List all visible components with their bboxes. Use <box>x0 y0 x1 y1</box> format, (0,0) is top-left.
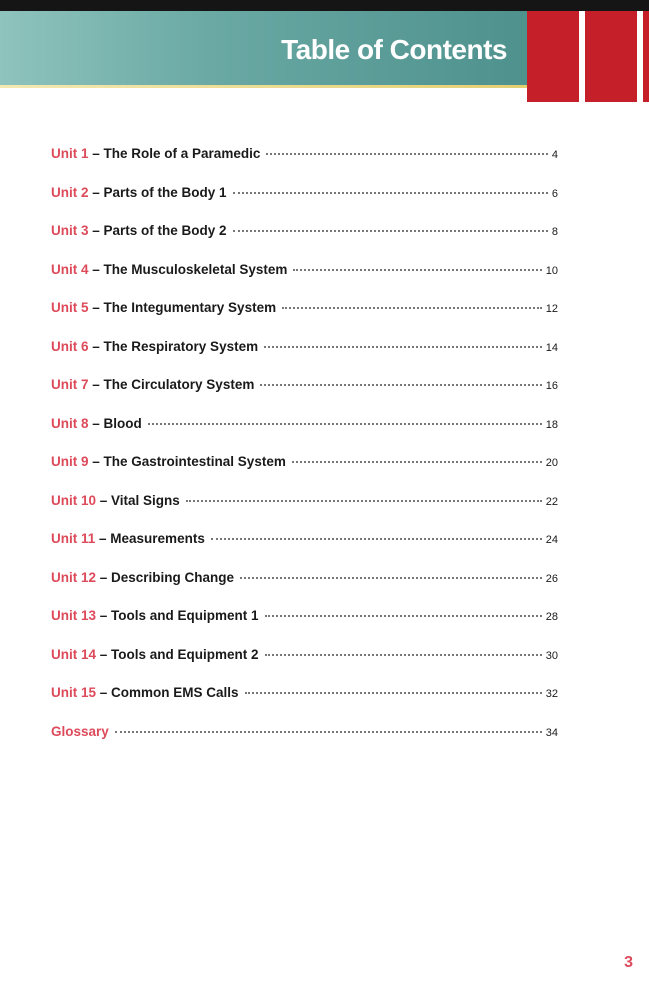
dot-leader <box>148 423 542 425</box>
page-number: 10 <box>545 264 558 277</box>
toc-entry[interactable] <box>51 647 558 686</box>
unit-label: Unit 2 <box>51 184 89 200</box>
page-number: 30 <box>545 649 558 662</box>
entry-title: Parts of the Body 2 <box>103 223 227 238</box>
unit-label: Unit 14 <box>51 646 97 662</box>
folio-page-number: 3 <box>624 954 633 971</box>
page-number: 18 <box>545 418 558 431</box>
unit-label: Unit 8 <box>51 415 89 431</box>
red-tab-block <box>527 11 579 102</box>
top-edge-strip <box>0 0 649 11</box>
dash-separator: – <box>96 685 112 700</box>
unit-label: Unit 7 <box>51 377 89 392</box>
entry-title: The Integumentary System <box>103 300 277 315</box>
dash-separator: – <box>95 531 111 546</box>
dot-leader <box>240 577 542 579</box>
unit-label: Unit 13 <box>51 608 97 623</box>
page-number: 28 <box>545 611 558 623</box>
entry-title: The Respiratory System <box>103 338 259 354</box>
page-number: 6 <box>551 187 558 200</box>
entry-title: The Gastrointestinal System <box>103 454 286 469</box>
entry-title: The Musculoskeletal System <box>103 261 288 277</box>
dash-separator: – <box>88 261 104 277</box>
toc-entry[interactable] <box>51 339 558 378</box>
table-of-contents <box>51 146 558 762</box>
dash-separator: – <box>96 646 112 662</box>
entry-title: Measurements <box>110 531 205 546</box>
toc-entry[interactable] <box>51 146 558 185</box>
dot-leader <box>292 461 542 463</box>
page-number: 14 <box>545 341 558 354</box>
dot-leader <box>260 384 541 386</box>
dash-separator: – <box>88 454 104 469</box>
dot-leader <box>245 692 542 694</box>
toc-entry[interactable] <box>51 493 558 532</box>
toc-entry[interactable] <box>51 300 558 339</box>
dash-separator: – <box>96 608 112 623</box>
entry-title: Common EMS Calls <box>111 685 239 700</box>
toc-entry-glossary[interactable] <box>51 724 558 763</box>
toc-entry[interactable] <box>51 223 558 262</box>
dash-separator: – <box>88 223 104 238</box>
page-number: 32 <box>545 688 558 700</box>
dot-leader <box>186 500 542 502</box>
entry-title: Describing Change <box>111 569 235 585</box>
unit-label: Unit 1 <box>51 146 89 161</box>
red-tab-block <box>643 11 649 102</box>
dot-leader <box>264 346 542 348</box>
unit-label: Unit 10 <box>51 492 97 508</box>
unit-label: Unit 11 <box>51 531 96 546</box>
unit-label: Unit 3 <box>51 223 89 238</box>
page-number: 22 <box>545 495 558 508</box>
entry-title: Blood <box>103 415 142 431</box>
toc-entry[interactable] <box>51 570 558 609</box>
entry-title: Vital Signs <box>111 492 180 508</box>
dot-leader <box>265 654 542 656</box>
toc-entry[interactable] <box>51 608 558 647</box>
unit-label: Unit 6 <box>51 338 89 354</box>
dash-separator: – <box>88 338 104 354</box>
glossary-label: Glossary <box>51 723 109 739</box>
page-title: Table of Contents <box>281 34 507 65</box>
unit-label: Unit 9 <box>51 454 89 469</box>
toc-entry[interactable] <box>51 262 558 301</box>
dot-leader <box>233 230 548 232</box>
entry-title: Tools and Equipment 2 <box>111 646 259 662</box>
dash-separator: – <box>88 184 104 200</box>
page-number: 20 <box>545 457 558 469</box>
toc-entry[interactable] <box>51 685 558 724</box>
entry-title: The Role of a Paramedic <box>103 146 261 161</box>
dash-separator: – <box>88 415 104 431</box>
dot-leader <box>211 538 542 540</box>
unit-label: Unit 4 <box>51 261 89 277</box>
dash-separator: – <box>88 377 104 392</box>
toc-entry[interactable] <box>51 416 558 455</box>
dot-leader <box>282 307 542 309</box>
toc-entry[interactable] <box>51 454 558 493</box>
page-number: 8 <box>551 226 558 238</box>
page-number: 34 <box>545 726 558 739</box>
page-number: 16 <box>545 380 558 392</box>
header-accent-line <box>0 85 527 88</box>
toc-entry[interactable] <box>51 531 558 570</box>
dash-separator: – <box>96 492 112 508</box>
entry-title: Parts of the Body 1 <box>103 184 227 200</box>
toc-entry[interactable] <box>51 377 558 416</box>
dot-leader <box>266 153 548 155</box>
toc-entry[interactable] <box>51 185 558 224</box>
unit-label: Unit 12 <box>51 569 97 585</box>
page-number: 4 <box>551 149 558 161</box>
dot-leader <box>115 731 542 733</box>
unit-label: Unit 15 <box>51 685 97 700</box>
dash-separator: – <box>88 300 104 315</box>
entry-title: Tools and Equipment 1 <box>111 608 259 623</box>
page-number: 24 <box>545 534 558 546</box>
red-tab-block <box>585 11 637 102</box>
page-number: 12 <box>545 303 558 315</box>
dot-leader <box>265 615 542 617</box>
dot-leader <box>233 192 548 194</box>
entry-title: The Circulatory System <box>103 377 255 392</box>
unit-label: Unit 5 <box>51 300 89 315</box>
dash-separator: – <box>96 569 112 585</box>
page-number: 26 <box>545 572 558 585</box>
dot-leader <box>293 269 541 271</box>
dash-separator: – <box>88 146 104 161</box>
